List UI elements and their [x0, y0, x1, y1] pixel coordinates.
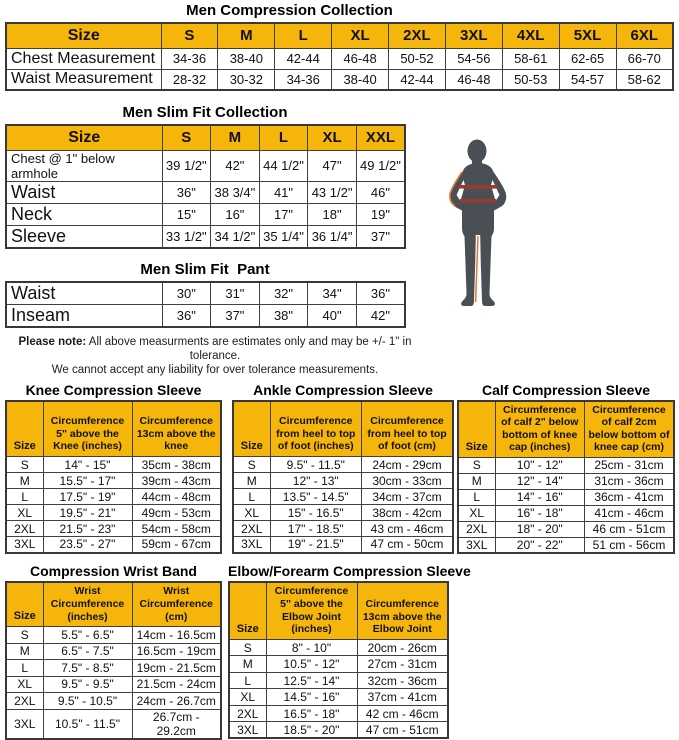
row-label-cell: M — [6, 473, 43, 489]
value-cell: 15" - 16.5" — [270, 505, 362, 521]
ankle-sleeve-table — [232, 400, 454, 554]
value-cell: 20" - 22" — [495, 537, 585, 553]
value-cell: 15.5" - 17" — [43, 473, 132, 489]
value-cell: 16" — [211, 203, 260, 225]
value-cell: 14" - 15" — [43, 457, 132, 473]
table-row — [233, 457, 453, 473]
value-cell: 27cm - 31cm — [357, 656, 448, 673]
value-cell: 18" — [308, 203, 357, 225]
value-cell: 24cm - 29cm — [362, 457, 454, 473]
value-cell: 23.5" - 27" — [43, 537, 132, 553]
value-cell: 54-56 — [445, 48, 502, 69]
men-slim-fit-collection-title: Men Slim Fit Collection — [122, 104, 288, 121]
row-label-cell: S — [6, 627, 43, 644]
value-cell: 47 cm - 50cm — [362, 537, 454, 553]
header-cell: Circumference 5" above the Knee (inches) — [43, 401, 132, 457]
row-label-cell: Chest @ 1" below armhole — [6, 150, 162, 181]
value-cell: 44 1/2" — [259, 150, 308, 181]
silhouette-torso-arms — [450, 163, 507, 220]
ankle-sleeve-section — [232, 382, 454, 554]
wrist-band-table — [5, 581, 222, 739]
value-cell: 51 cm - 56cm — [585, 537, 675, 553]
row-label-cell: S — [458, 457, 495, 473]
value-cell: 39 1/2" — [162, 150, 211, 181]
row-label-cell: Waist — [6, 181, 162, 203]
header-cell: XXL — [356, 125, 405, 150]
value-cell: 12.5" - 14" — [266, 672, 357, 689]
value-cell: 14cm - 16.5cm — [132, 627, 221, 644]
value-cell: 37" — [356, 225, 405, 248]
header-cell: Circumference 13cm above the Elbow Joint — [357, 582, 448, 639]
value-cell: 10" - 12" — [495, 457, 585, 473]
table-row — [6, 643, 221, 660]
table-row — [6, 473, 221, 489]
band-tables-row — [5, 563, 674, 739]
table-row — [6, 537, 221, 553]
value-cell: 5.5" - 6.5" — [43, 627, 132, 644]
value-cell: 16.5cm - 19cm — [132, 643, 221, 660]
calf-sleeve-table — [457, 400, 675, 555]
table-row — [6, 181, 405, 203]
tolerance-note — [5, 335, 425, 377]
row-label-cell: 3XL — [458, 537, 495, 553]
value-cell: 9.5" - 11.5" — [270, 457, 362, 473]
tolerance-note-lead: Please note: — [18, 335, 87, 348]
value-cell: 24cm - 26.7cm — [132, 693, 221, 710]
value-cell: 38 3/4" — [211, 181, 260, 203]
value-cell: 32" — [259, 282, 308, 305]
value-cell: 66-70 — [616, 48, 673, 69]
header-cell: Circumference of calf 2cm below bottom of knee cap (cm) — [585, 401, 675, 458]
header-cell: Wrist Circumference (cm) — [132, 582, 221, 626]
silhouette-legs — [461, 220, 495, 306]
header-cell: 2XL — [389, 23, 446, 48]
chest-measure-line — [458, 185, 498, 189]
table-row — [229, 672, 448, 689]
value-cell: 9.5" - 10.5" — [43, 693, 132, 710]
value-cell: 59cm - 67cm — [132, 537, 221, 553]
row-label-cell: 3XL — [6, 537, 43, 553]
value-cell: 31cm - 36cm — [585, 473, 675, 489]
value-cell: 42" — [356, 304, 405, 327]
value-cell: 42" — [211, 150, 260, 181]
header-cell: Circumference 13cm above the knee — [132, 401, 221, 457]
value-cell: 33 1/2" — [162, 225, 211, 248]
value-cell: 46-48 — [332, 48, 389, 69]
value-cell: 41" — [259, 181, 308, 203]
header-cell: L — [275, 23, 332, 48]
silhouette-body — [450, 140, 507, 307]
row-label-cell: S — [229, 639, 266, 656]
row-label-cell: XL — [6, 505, 43, 521]
table-row — [229, 689, 448, 706]
header-cell: S — [162, 125, 211, 150]
value-cell: 16.5" - 18" — [266, 705, 357, 722]
header-cell: Size — [6, 23, 161, 48]
table-header-row — [6, 125, 405, 150]
table-row — [233, 521, 453, 537]
elbow-sleeve-table — [228, 581, 449, 739]
value-cell: 49cm - 53cm — [132, 505, 221, 521]
table-header-row — [229, 582, 448, 639]
value-cell: 38" — [259, 304, 308, 327]
row-label-cell: L — [6, 489, 43, 505]
value-cell: 21.5" - 23" — [43, 521, 132, 537]
value-cell: 36" — [356, 282, 405, 305]
table-row — [458, 521, 674, 537]
table-row — [6, 676, 221, 693]
row-label-cell: S — [233, 457, 270, 473]
value-cell: 30-32 — [218, 69, 275, 90]
header-cell: Size — [233, 401, 270, 457]
table-row — [6, 489, 221, 505]
sleeve-tables-row — [5, 382, 674, 555]
row-label-cell: 2XL — [6, 521, 43, 537]
row-label-cell: 2XL — [233, 521, 270, 537]
row-label-cell: L — [233, 489, 270, 505]
knee-sleeve-table — [5, 400, 222, 554]
men-slim-fit-pant-title: Men Slim Fit Pant — [140, 260, 270, 278]
header-cell: Circumference of calf 2" below bottom of knee cap (inches) — [495, 401, 585, 458]
table-row — [229, 722, 448, 739]
value-cell: 15" — [162, 203, 211, 225]
row-label-cell: M — [6, 643, 43, 660]
value-cell: 19" — [356, 203, 405, 225]
value-cell: 38cm - 42cm — [362, 505, 454, 521]
value-cell: 34 1/2" — [211, 225, 260, 248]
tolerance-note-line1 — [5, 335, 425, 363]
value-cell: 6.5" - 7.5" — [43, 643, 132, 660]
men-compression-collection-table — [5, 22, 674, 91]
value-cell: 40" — [308, 304, 357, 327]
table-row — [6, 282, 405, 305]
table-row — [6, 693, 221, 710]
row-label-cell: Inseam — [6, 304, 162, 327]
row-label-cell: M — [229, 656, 266, 673]
value-cell: 16" - 18" — [495, 505, 585, 521]
value-cell: 21.5cm - 24cm — [132, 676, 221, 693]
table-row — [458, 505, 674, 521]
value-cell: 34-36 — [275, 69, 332, 90]
men-compression-collection-title: Men Compression Collection — [186, 2, 393, 19]
value-cell: 30" — [162, 282, 211, 305]
value-cell: 35 1/4" — [259, 225, 308, 248]
value-cell: 12" - 13" — [270, 473, 362, 489]
row-label-cell: XL — [233, 505, 270, 521]
header-cell: 3XL — [445, 23, 502, 48]
ankle-sleeve-title: Ankle Compression Sleeve — [253, 381, 433, 398]
header-cell: Size — [229, 582, 266, 639]
row-label-cell: 3XL — [233, 537, 270, 553]
value-cell: 20cm - 26cm — [357, 639, 448, 656]
tolerance-note-text1: All above measurments are estimates only and may be +/- 1" in tolerance. — [88, 335, 412, 362]
value-cell: 34cm - 37cm — [362, 489, 454, 505]
header-cell: Size — [6, 401, 43, 457]
value-cell: 43 1/2" — [308, 181, 357, 203]
header-cell: XL — [332, 23, 389, 48]
row-label-cell: L — [458, 489, 495, 505]
value-cell: 54cm - 58cm — [132, 521, 221, 537]
row-label-cell: Waist Measurement — [6, 69, 161, 90]
value-cell: 7.5" - 8.5" — [43, 660, 132, 677]
table-row — [233, 537, 453, 553]
value-cell: 19" - 21.5" — [270, 537, 362, 553]
row-label-cell: XL — [6, 676, 43, 693]
value-cell: 8" - 10" — [266, 639, 357, 656]
value-cell: 36cm - 41cm — [585, 489, 675, 505]
value-cell: 30cm - 33cm — [362, 473, 454, 489]
value-cell: 62-65 — [559, 48, 616, 69]
value-cell: 49 1/2" — [356, 150, 405, 181]
table-row — [229, 656, 448, 673]
value-cell: 41cm - 46cm — [585, 505, 675, 521]
value-cell: 43 cm - 46cm — [362, 521, 454, 537]
value-cell: 18" - 20" — [495, 521, 585, 537]
calf-sleeve-section — [457, 382, 675, 555]
inseam-measure-line — [476, 236, 478, 302]
waist-measure-line — [460, 199, 496, 203]
table-row — [6, 457, 221, 473]
table-row — [233, 489, 453, 505]
header-cell: Circumference 5" above the Elbow Joint (inches) — [266, 582, 357, 639]
value-cell: 42-44 — [275, 48, 332, 69]
table-row — [6, 505, 221, 521]
value-cell: 42 cm - 46cm — [357, 705, 448, 722]
value-cell: 58-61 — [502, 48, 559, 69]
value-cell: 19.5" - 21" — [43, 505, 132, 521]
table-row — [233, 505, 453, 521]
row-label-cell: Sleeve — [6, 225, 162, 248]
row-label-cell: M — [458, 473, 495, 489]
row-label-cell: XL — [229, 689, 266, 706]
table-header-row — [6, 23, 673, 48]
value-cell: 34-36 — [161, 48, 218, 69]
male-silhouette-figure — [447, 136, 525, 316]
table-row — [229, 705, 448, 722]
knee-sleeve-section — [5, 382, 222, 554]
wrist-band-section — [5, 563, 222, 739]
value-cell: 46 cm - 51cm — [585, 521, 675, 537]
elbow-sleeve-section — [228, 563, 471, 739]
value-cell: 58-62 — [616, 69, 673, 90]
table-header-row — [233, 401, 453, 457]
value-cell: 17" - 18.5" — [270, 521, 362, 537]
row-label-cell: Chest Measurement — [6, 48, 161, 69]
row-label-cell: L — [6, 660, 43, 677]
value-cell: 44cm - 48cm — [132, 489, 221, 505]
value-cell: 46-48 — [445, 69, 502, 90]
row-label-cell: XL — [458, 505, 495, 521]
value-cell: 10.5" - 12" — [266, 656, 357, 673]
table-row — [6, 521, 221, 537]
header-cell: Size — [6, 582, 43, 626]
value-cell: 18.5" - 20" — [266, 722, 357, 739]
header-cell: 5XL — [559, 23, 616, 48]
value-cell: 9.5" - 9.5" — [43, 676, 132, 693]
table-row — [6, 69, 673, 90]
table-row — [229, 639, 448, 656]
value-cell: 37cm - 41cm — [357, 689, 448, 706]
row-label-cell: L — [229, 672, 266, 689]
table-row — [458, 457, 674, 473]
value-cell: 13.5" - 14.5" — [270, 489, 362, 505]
header-cell: Circumference from heel to top of foot (inches) — [270, 401, 362, 457]
row-label-cell: M — [233, 473, 270, 489]
value-cell: 36" — [162, 304, 211, 327]
row-label-cell: S — [6, 457, 43, 473]
value-cell: 54-57 — [559, 69, 616, 90]
value-cell: 14" - 16" — [495, 489, 585, 505]
value-cell: 47" — [308, 150, 357, 181]
row-label-cell: 3XL — [6, 709, 43, 739]
value-cell: 50-52 — [389, 48, 446, 69]
row-label-cell: 2XL — [458, 521, 495, 537]
header-cell: Size — [458, 401, 495, 458]
header-cell: XL — [308, 125, 357, 150]
value-cell: 31" — [211, 282, 260, 305]
table-row — [6, 304, 405, 327]
table-row — [6, 48, 673, 69]
row-label-cell: 2XL — [229, 705, 266, 722]
wrist-band-title: Compression Wrist Band — [30, 563, 197, 580]
value-cell: 10.5" - 11.5" — [43, 709, 132, 739]
table-header-row — [6, 582, 221, 626]
value-cell: 17.5" - 19" — [43, 489, 132, 505]
elbow-sleeve-title: Elbow/Forearm Compression Sleeve — [228, 563, 471, 580]
value-cell: 38-40 — [218, 48, 275, 69]
row-label-cell: 2XL — [6, 693, 43, 710]
value-cell: 42-44 — [389, 69, 446, 90]
row-label-cell: Waist — [6, 282, 162, 305]
row-label-cell: 3XL — [229, 722, 266, 739]
header-cell: 4XL — [502, 23, 559, 48]
table-row — [233, 473, 453, 489]
value-cell: 35cm - 38cm — [132, 457, 221, 473]
value-cell: 46" — [356, 181, 405, 203]
value-cell: 37" — [211, 304, 260, 327]
table-header-row — [6, 401, 221, 457]
value-cell: 50-53 — [502, 69, 559, 90]
header-cell: M — [218, 23, 275, 48]
header-cell: Circumference from heel to top of foot (cm) — [362, 401, 454, 457]
value-cell: 26.7cm - 29.2cm — [132, 709, 221, 739]
value-cell: 36" — [162, 181, 211, 203]
value-cell: 17" — [259, 203, 308, 225]
table-row — [6, 203, 405, 225]
table-row — [458, 473, 674, 489]
value-cell: 47 cm - 51cm — [357, 722, 448, 739]
tolerance-note-line2: We cannot accept any liability for over tolerance measurements. — [51, 363, 379, 376]
table-row — [6, 709, 221, 739]
table-row — [6, 627, 221, 644]
table-header-row — [458, 401, 674, 458]
header-cell: Size — [6, 125, 162, 150]
value-cell: 39cm - 43cm — [132, 473, 221, 489]
men-slim-fit-collection-table — [5, 124, 406, 249]
value-cell: 12" - 14" — [495, 473, 585, 489]
header-cell: M — [211, 125, 260, 150]
header-cell: Wrist Circumference (inches) — [43, 582, 132, 626]
table-row — [6, 225, 405, 248]
knee-sleeve-title: Knee Compression Sleeve — [25, 381, 202, 398]
table-row — [458, 537, 674, 553]
value-cell: 25cm - 31cm — [585, 457, 675, 473]
men-slim-fit-pant-table — [5, 281, 406, 328]
calf-sleeve-title: Calf Compression Sleeve — [481, 381, 651, 398]
header-cell: L — [259, 125, 308, 150]
header-cell: S — [161, 23, 218, 48]
value-cell: 36 1/4" — [308, 225, 357, 248]
row-label-cell: Neck — [6, 203, 162, 225]
value-cell: 34" — [308, 282, 357, 305]
value-cell: 19cm - 21.5cm — [132, 660, 221, 677]
table-row — [6, 660, 221, 677]
table-row — [6, 150, 405, 181]
value-cell: 32cm - 36cm — [357, 672, 448, 689]
value-cell: 38-40 — [332, 69, 389, 90]
value-cell: 14.5" - 16" — [266, 689, 357, 706]
table-row — [458, 489, 674, 505]
value-cell: 28-32 — [161, 69, 218, 90]
header-cell: 6XL — [616, 23, 673, 48]
